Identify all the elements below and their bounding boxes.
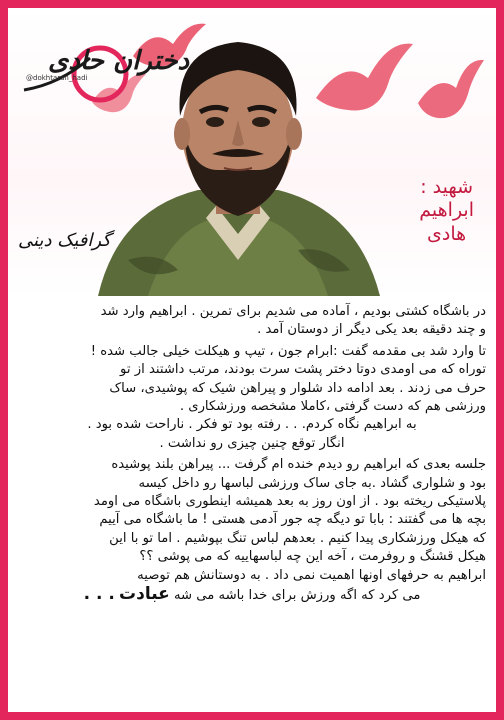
story-closing-line (18, 585, 486, 605)
story-line: ابراهیم به حرفهای اونها اهمیت نمی داد . به دوستانش هم توصیه (137, 567, 486, 583)
martyr-title: شهید : (420, 176, 474, 198)
martyr-last-name: هادی (427, 223, 467, 245)
story-paragraph (18, 303, 486, 340)
poster-card (8, 8, 496, 712)
signature-text: گرافیک دینی (18, 230, 111, 251)
story-line: ورزشی هم که دست گرفتی ،کاملا مشخصه ورزشکاری . (179, 399, 486, 415)
story-line: می کرد که اگه ورزش برای خدا باشه می شه (173, 588, 421, 604)
photo-area (8, 8, 496, 298)
story-line: جلسه بعدی که ابراهیم رو دیدم خنده ام گرفت ... پیراهن بلند پوشیده (111, 457, 486, 473)
story-line: بچه ها می گفتند : بابا تو دیگه چه جور آدمی هستی ! ما باشگاه می آییم (99, 512, 486, 528)
story-line: هیکل قشنگ و روفرمت ، آخه این چه لباسهاییه که می پوشی ؟؟ (139, 549, 486, 565)
story-line: توراه که می اومدی دوتا دختر پشت سرت بودند، مرتب داشتند از تو (120, 362, 486, 378)
story-ellipsis: . . . (83, 584, 115, 605)
martyr-first-name: ابراهیم (419, 199, 474, 221)
story-line: که هیکل ورزشکاری پیدا کنیم . بعدهم لباس تنگ بپوشیم . اما تو با این (109, 530, 486, 546)
story-paragraph (18, 343, 486, 453)
logo-text: دختران حادی (48, 46, 190, 76)
story-line: در باشگاه کشتی بودیم ، آماده می شدیم برای تمرین . ابراهیم وارد شد (100, 304, 486, 319)
story-line: حرف می زدند . بعد ادامه داد شلوار و پیراهن شیک که پوشیدی، ساک (109, 380, 486, 396)
dove-icon (408, 48, 488, 128)
martyr-name-block (419, 176, 474, 246)
story-line: انگار توقع چنین چیزی رو نداشت . (159, 435, 345, 451)
story-emphasis: عبادت (119, 584, 170, 605)
story-line: پلاستیکی ریخته بود . از اون روز به بعد همیشه اینطوری باشگاه می اومد (93, 494, 486, 510)
story-line: به ابراهیم نگاه کردم. . . رفته بود تو فکر . ناراحت شده بود . (87, 417, 417, 433)
story-text (18, 303, 486, 609)
story-line: بود و شلواری گشاد .به جای ساک ورزشی لباسها رو داخل کیسه (138, 475, 486, 491)
story-paragraph (18, 456, 486, 605)
story-line: و چند دقیقه بعد یکی دیگر از دوستان آمد . (257, 322, 486, 338)
story-line: تا وارد شد بی مقدمه گفت :ابرام جون ، تیپ و هیکلت خیلی جالب شده ! (90, 343, 486, 359)
logo-subtext: @dokhtaran_hadi (26, 74, 88, 82)
